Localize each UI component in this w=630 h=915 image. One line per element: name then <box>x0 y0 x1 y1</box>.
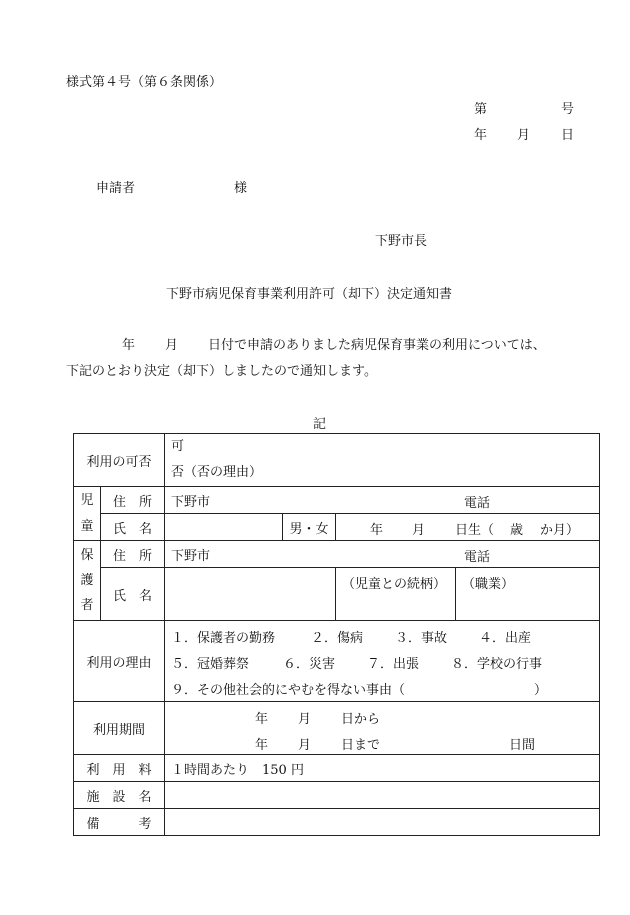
reason-4: ４．出産 <box>479 631 532 646</box>
guardian-relation: （児童との続柄） <box>336 568 456 621</box>
guardian-char-3: 者 <box>80 598 94 613</box>
child-phone-label: 電話 <box>464 496 491 511</box>
guardian-phone-label: 電話 <box>464 550 491 565</box>
guardian-address-value: 下野市 <box>171 548 211 564</box>
form-table <box>73 433 600 836</box>
reason-1: １．保護者の勤務 <box>171 631 276 646</box>
child-char-2: 童 <box>80 518 94 534</box>
reason-3: ３．事故 <box>395 631 448 646</box>
reason-row <box>74 621 600 702</box>
birth-month: 月 <box>412 523 426 538</box>
reason-9-close: ） <box>534 683 548 698</box>
reason-label: 利用の理由 <box>74 621 165 702</box>
period-to-year: 年 <box>255 738 269 753</box>
child-sex: 男・女 <box>283 514 336 541</box>
period-from-month: 月 <box>298 712 312 727</box>
child-birth-cell <box>336 514 600 541</box>
reason-2: ２．傷病 <box>311 631 364 646</box>
facility-label: 施 設 名 <box>74 782 165 809</box>
remarks-value <box>165 809 600 836</box>
approval-no: 否（否の理由） <box>171 465 263 480</box>
body-line1: 日付で申請のありました病児保育事業の利用については、 <box>208 338 546 353</box>
fee-value: １時間あたり 150 円 <box>165 755 600 782</box>
date-month: 月 <box>517 128 531 143</box>
fee-label: 利 用 料 <box>74 755 165 782</box>
doc-number-suffix: 号 <box>561 102 575 117</box>
body-month: 月 <box>165 338 179 353</box>
guardian-name-value <box>165 568 336 621</box>
reason-8: ８．学校の行事 <box>451 657 543 672</box>
form-number: 様式第４号（第６条関係） <box>66 75 223 90</box>
guardian-name-row <box>74 568 600 621</box>
guardian-group-label <box>74 541 101 621</box>
birth-day: 日生（ <box>455 523 495 538</box>
child-name-label: 氏 名 <box>101 514 165 541</box>
doc-number-prefix: 第 <box>474 102 488 117</box>
guardian-address-label: 住 所 <box>101 541 165 568</box>
period-to-day: 日まで <box>341 738 381 753</box>
approval-cell <box>165 434 600 487</box>
remarks-row <box>74 809 600 836</box>
facility-value <box>165 782 600 809</box>
guardian-address-cell <box>165 541 600 568</box>
facility-row <box>74 782 600 809</box>
addressee-honorific: 様 <box>234 181 248 196</box>
reason-cell <box>165 621 600 702</box>
guardian-address-row <box>74 541 600 568</box>
body-line2: 下記のとおり決定（却下）しましたので通知します。 <box>66 364 377 379</box>
fee-row <box>74 755 600 782</box>
guardian-char-1: 保 <box>80 548 94 563</box>
reason-6: ６．災害 <box>283 657 336 672</box>
period-label: 利用期間 <box>74 702 165 755</box>
issuer: 下野市長 <box>375 234 428 249</box>
reason-5: ５．冠婚葬祭 <box>171 657 250 672</box>
addressee-label: 申請者 <box>96 181 136 196</box>
approval-yes: 可 <box>171 439 185 454</box>
guardian-name-label: 氏 名 <box>101 568 165 621</box>
period-from-year: 年 <box>255 712 269 727</box>
child-name-value <box>165 514 283 541</box>
period-row <box>74 702 600 755</box>
age-months: か月） <box>540 523 580 538</box>
age-years: 歳 <box>510 523 524 538</box>
body-year: 年 <box>122 338 136 353</box>
period-to-month: 月 <box>298 738 312 753</box>
reason-7: ７．出張 <box>367 657 420 672</box>
date-day: 日 <box>561 128 575 143</box>
birth-year: 年 <box>370 523 384 538</box>
period-from-day: 日から <box>341 712 381 727</box>
child-address-label: 住 所 <box>101 487 165 514</box>
child-address-value: 下野市 <box>171 494 211 510</box>
date-year: 年 <box>474 128 488 143</box>
approval-row <box>74 434 600 487</box>
child-address-cell <box>165 487 600 514</box>
guardian-occupation: （職業） <box>456 568 600 621</box>
child-address-row <box>74 487 600 514</box>
remarks-label: 備 考 <box>74 809 165 836</box>
period-cell <box>165 702 600 755</box>
document-title: 下野市病児保育事業利用許可（却下）決定通知書 <box>166 287 453 302</box>
child-name-row <box>74 514 600 541</box>
reason-9: ９．その他社会的にやむを得ない事由（ <box>171 683 406 698</box>
child-char-1: 児 <box>80 492 94 508</box>
ki-heading: 記 <box>313 417 327 432</box>
guardian-char-2: 護 <box>80 573 94 588</box>
child-group-label <box>74 487 101 541</box>
period-days: 日間 <box>509 738 536 753</box>
approval-label: 利用の可否 <box>74 434 165 487</box>
